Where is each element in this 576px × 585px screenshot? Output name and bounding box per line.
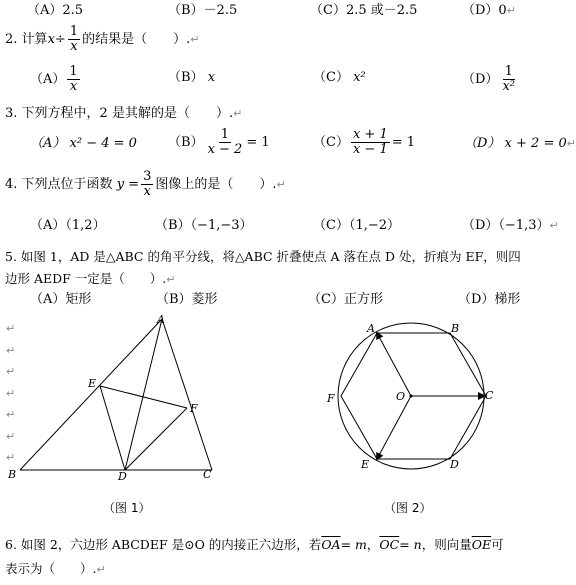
- label-a: A: [157, 313, 165, 326]
- bisector-ad: [125, 319, 162, 470]
- label-c: C: [485, 389, 494, 402]
- return-mark-column: ↵ ↵ ↵ ↵ ↵ ↵ ↵: [6, 322, 16, 464]
- q4-option-d: （D）（−1,3）↵: [462, 218, 559, 233]
- label-o: O: [396, 390, 406, 403]
- label-c: C: [203, 468, 212, 481]
- vector-oa-label: $\overline{OA}$: [321, 537, 341, 552]
- q3-option-c: （C） $\frac{x + 1}{x - 1}$ = 1: [313, 127, 416, 157]
- q1-option-b: （B）－2.5: [168, 3, 238, 18]
- label-f: F: [190, 402, 198, 415]
- vector-oe-label: $\overline{OE}$: [471, 537, 492, 552]
- side-ac: [162, 319, 212, 470]
- q4-option-a: （A）（1,2）: [30, 218, 106, 233]
- q4-option-b: （B）（−1,−3）: [155, 218, 253, 233]
- q5-stem-line2: 边形 AEDF 一定是（ ）.↵: [5, 271, 176, 286]
- figure-1-caption: （图 1）: [103, 501, 151, 515]
- vector-oe: [377, 396, 411, 459]
- segment-fd: [125, 408, 187, 470]
- q2-option-c: （C） x²: [313, 70, 366, 85]
- label-b: B: [451, 322, 460, 335]
- label-e: E: [88, 377, 97, 390]
- q2-stem-fraction: $\frac{1}{x}$: [69, 24, 79, 54]
- figure-1: [0, 310, 240, 495]
- q1-option-d: （D）0↵: [462, 3, 516, 18]
- figure-2-caption: （图 2）: [384, 501, 432, 515]
- q2-stem: 2. 计算x÷ $\frac{1}{x}$ 的结果是（ ）.↵: [5, 24, 200, 54]
- q5-option-d: （D）梯形: [458, 292, 521, 307]
- vector-oa: [377, 333, 411, 396]
- q6-stem-line2: 表示为（ ）.↵: [5, 561, 106, 576]
- q5-option-c: （C）正方形: [308, 292, 383, 307]
- q6-stem-line1: 6. 如图 2，六边形 ABCDEF 是⊙O 的内接正六边形，若$\overline{OA}= m$，$\overline{OC}= n$，则向量$\overline{OE}$可: [5, 537, 504, 552]
- q5-option-b: （B）菱形: [156, 292, 218, 307]
- q3-option-d: （D） x + 2 = 0↵: [464, 136, 576, 151]
- q4-stem-fraction: $\frac{3}{x}$: [143, 169, 152, 199]
- vector-oc-label: $\overline{OC}$: [379, 537, 400, 552]
- segment-ed: [100, 386, 125, 470]
- q3-stem: 3. 下列方程中，2 是其解的是（ ）.↵: [5, 106, 243, 121]
- label-a: A: [367, 322, 375, 335]
- center-o-dot: [410, 395, 413, 398]
- q4-stem: 4. 下列点位于函数 y = $\frac{3}{x}$ 图像上的是（ ）.↵: [5, 169, 286, 199]
- q5-option-a: （A）矩形: [30, 292, 92, 307]
- q1-option-a: （A）2.5: [27, 3, 84, 18]
- q1-option-c: （C）2.5 或－2.5: [310, 3, 418, 18]
- q2-option-d: （D） $\frac{1}{\text{x²}}$: [462, 64, 515, 94]
- q2-option-a: （A） $\frac{1}{x}$: [30, 64, 78, 94]
- q4-option-c: （C）（1,−2）: [313, 218, 401, 233]
- q5-stem-line1: 5. 如图 1，AD 是△ABC 的角平分线，将△ABC 折叠使点 A 落在点 D 处，折痕为 EF，则四: [5, 249, 521, 264]
- return-mark: ↵: [506, 4, 516, 17]
- label-e: E: [361, 458, 370, 471]
- label-b: B: [8, 468, 17, 481]
- label-f: F: [327, 392, 335, 405]
- q2-option-b: （B） x: [168, 70, 216, 85]
- side-ab: [20, 319, 162, 470]
- label-d: D: [450, 458, 459, 471]
- label-d: D: [118, 470, 127, 483]
- q3-option-a: （A） x² − 4 = 0: [30, 136, 137, 151]
- fold-ef: [100, 386, 187, 408]
- q3-option-b: （B） $\frac{1}{x - 2}$ = 1: [168, 127, 270, 157]
- figure-2: [320, 315, 500, 475]
